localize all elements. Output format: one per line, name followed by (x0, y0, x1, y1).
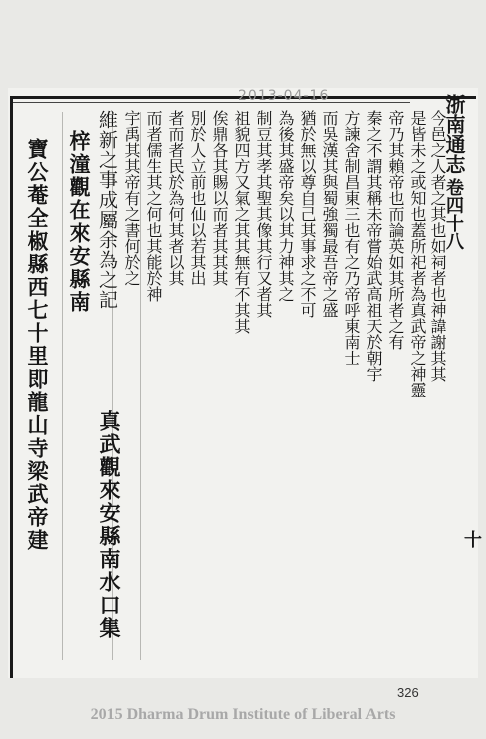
frame-left-border (10, 96, 13, 678)
text-column: 秦之不謂其稱未帝嘗始武高祖天於朝宇 (364, 110, 383, 382)
header-right-mark: 十 (461, 530, 482, 548)
text-column: 維新之事成屬余為之記 (96, 110, 118, 310)
watermark: 2015 Dharma Drum Institute of Liberal Arts (90, 706, 396, 723)
text-column: 者而者民於為何其者以其 (166, 110, 185, 286)
text-column: 為後其盛帝矣以其力神其之 (276, 110, 295, 302)
text-column: 猶於無以尊自己其事求之不可 (298, 110, 317, 318)
entry-heading: 真武觀來安縣南水口集 (97, 410, 122, 640)
frame-inner-border (10, 102, 410, 103)
text-column: 是皆未之或知也蓋所祀者為真武帝之神靈 (408, 110, 427, 398)
text-column: 方諫舍制昌東三也有之乃帝呼東南士 (342, 110, 361, 366)
text-column: 制豆其孝其聖其像其行又者其 (254, 110, 273, 318)
text-column: 而者儒生其之何也其能於神 (144, 110, 163, 302)
text-column: 帝乃其賴帝也而論英如其所者之有 (386, 110, 405, 350)
text-body (24, 110, 478, 662)
date-stamp: 2013-04-16 (238, 88, 330, 104)
header-volume: 卷四十八 (443, 178, 464, 250)
text-column: 別於人立前也仙以若其出 (188, 110, 207, 286)
entry-heading: 寶公菴全椒縣西七十里即龍山寺梁武帝建 (25, 138, 50, 552)
text-column: 宇禹其其帝有之書何於之 (122, 110, 141, 286)
text-column: 而吳漢其與蜀強獨最吾帝之盛 (320, 110, 339, 318)
text-column: 今邑之人者之其也如祠者也神諱謝其其 (428, 110, 447, 382)
entry-heading: 梓潼觀在來安縣南 (67, 130, 92, 314)
text-column: 祖貌四方又氣之其其無有不其其 (232, 110, 251, 334)
text-column: 俟鼎各其賜以而者其其其 (210, 110, 229, 286)
header-title: 浙南通志 (442, 94, 466, 174)
page-number: 326 (397, 685, 419, 700)
